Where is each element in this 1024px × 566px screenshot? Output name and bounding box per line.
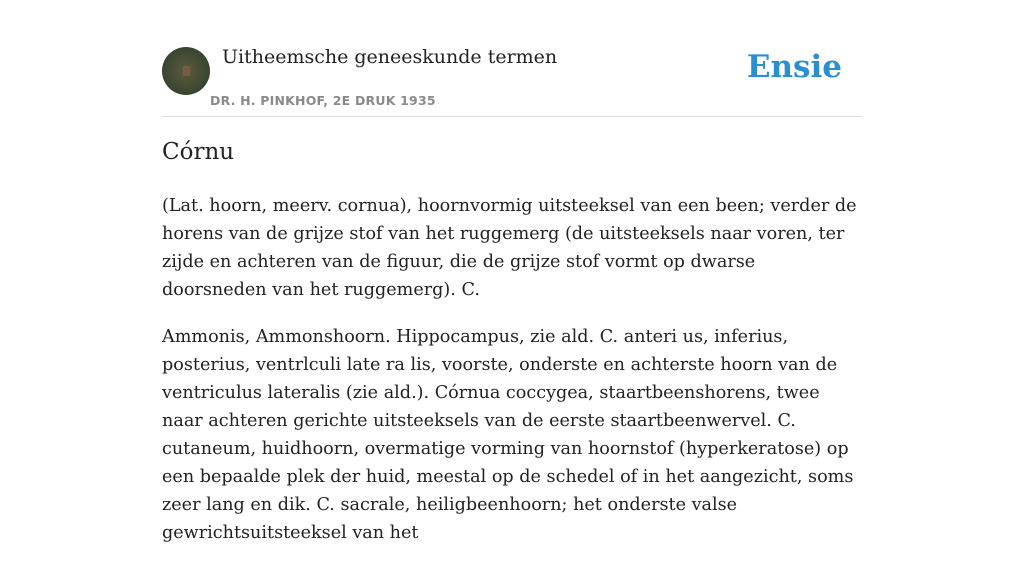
entry-content (162, 192, 862, 566)
header (162, 0, 862, 117)
source-subtitle: DR. H. PINKHOF, 2E DRUK 1935 (210, 93, 436, 108)
entry-paragraph: (Lat. hoorn, meerv. cornua), hoornvormig uitsteeksel van een been; verder de horens van de grijze stof van het ruggemerg (de uitsteeksels naar voren, ter zijde en achteren van de figuur, die de grijze stof vormt op dwarse doorsneden van het ruggemerg). C. (162, 196, 857, 300)
avatar[interactable] (162, 47, 210, 95)
source-title[interactable]: Uitheemsche geneeskunde termen (222, 46, 558, 68)
entry-paragraph: Ammonis, Ammonshoorn. Hippocampus, zie ald. C. anteri us, inferius, posterius, ventrlculi late ra lis, voorste, onderste en achterste hoorn van de ventriculus lateralis (zie ald.). Córnua coccygea, staartbeenshorens, twee naar achteren gerichte uitsteeksels van de eerste staartbeenwervel. C. cutaneum, huidhoorn, overmatige vorming van hoornstof (hyperkeratose) op een bepaalde plek der huid, meestal op de schedel of in het aangezicht, soms zeer lang en dik. C. sacrale, heiligbeenhoorn; het onderste valse gewrichtsuitsteeksel van het (162, 327, 854, 543)
book-cover-icon (183, 66, 190, 76)
entry-title: Córnu (162, 139, 235, 165)
page (162, 0, 862, 543)
brand-logo[interactable]: Ensie (746, 49, 842, 85)
